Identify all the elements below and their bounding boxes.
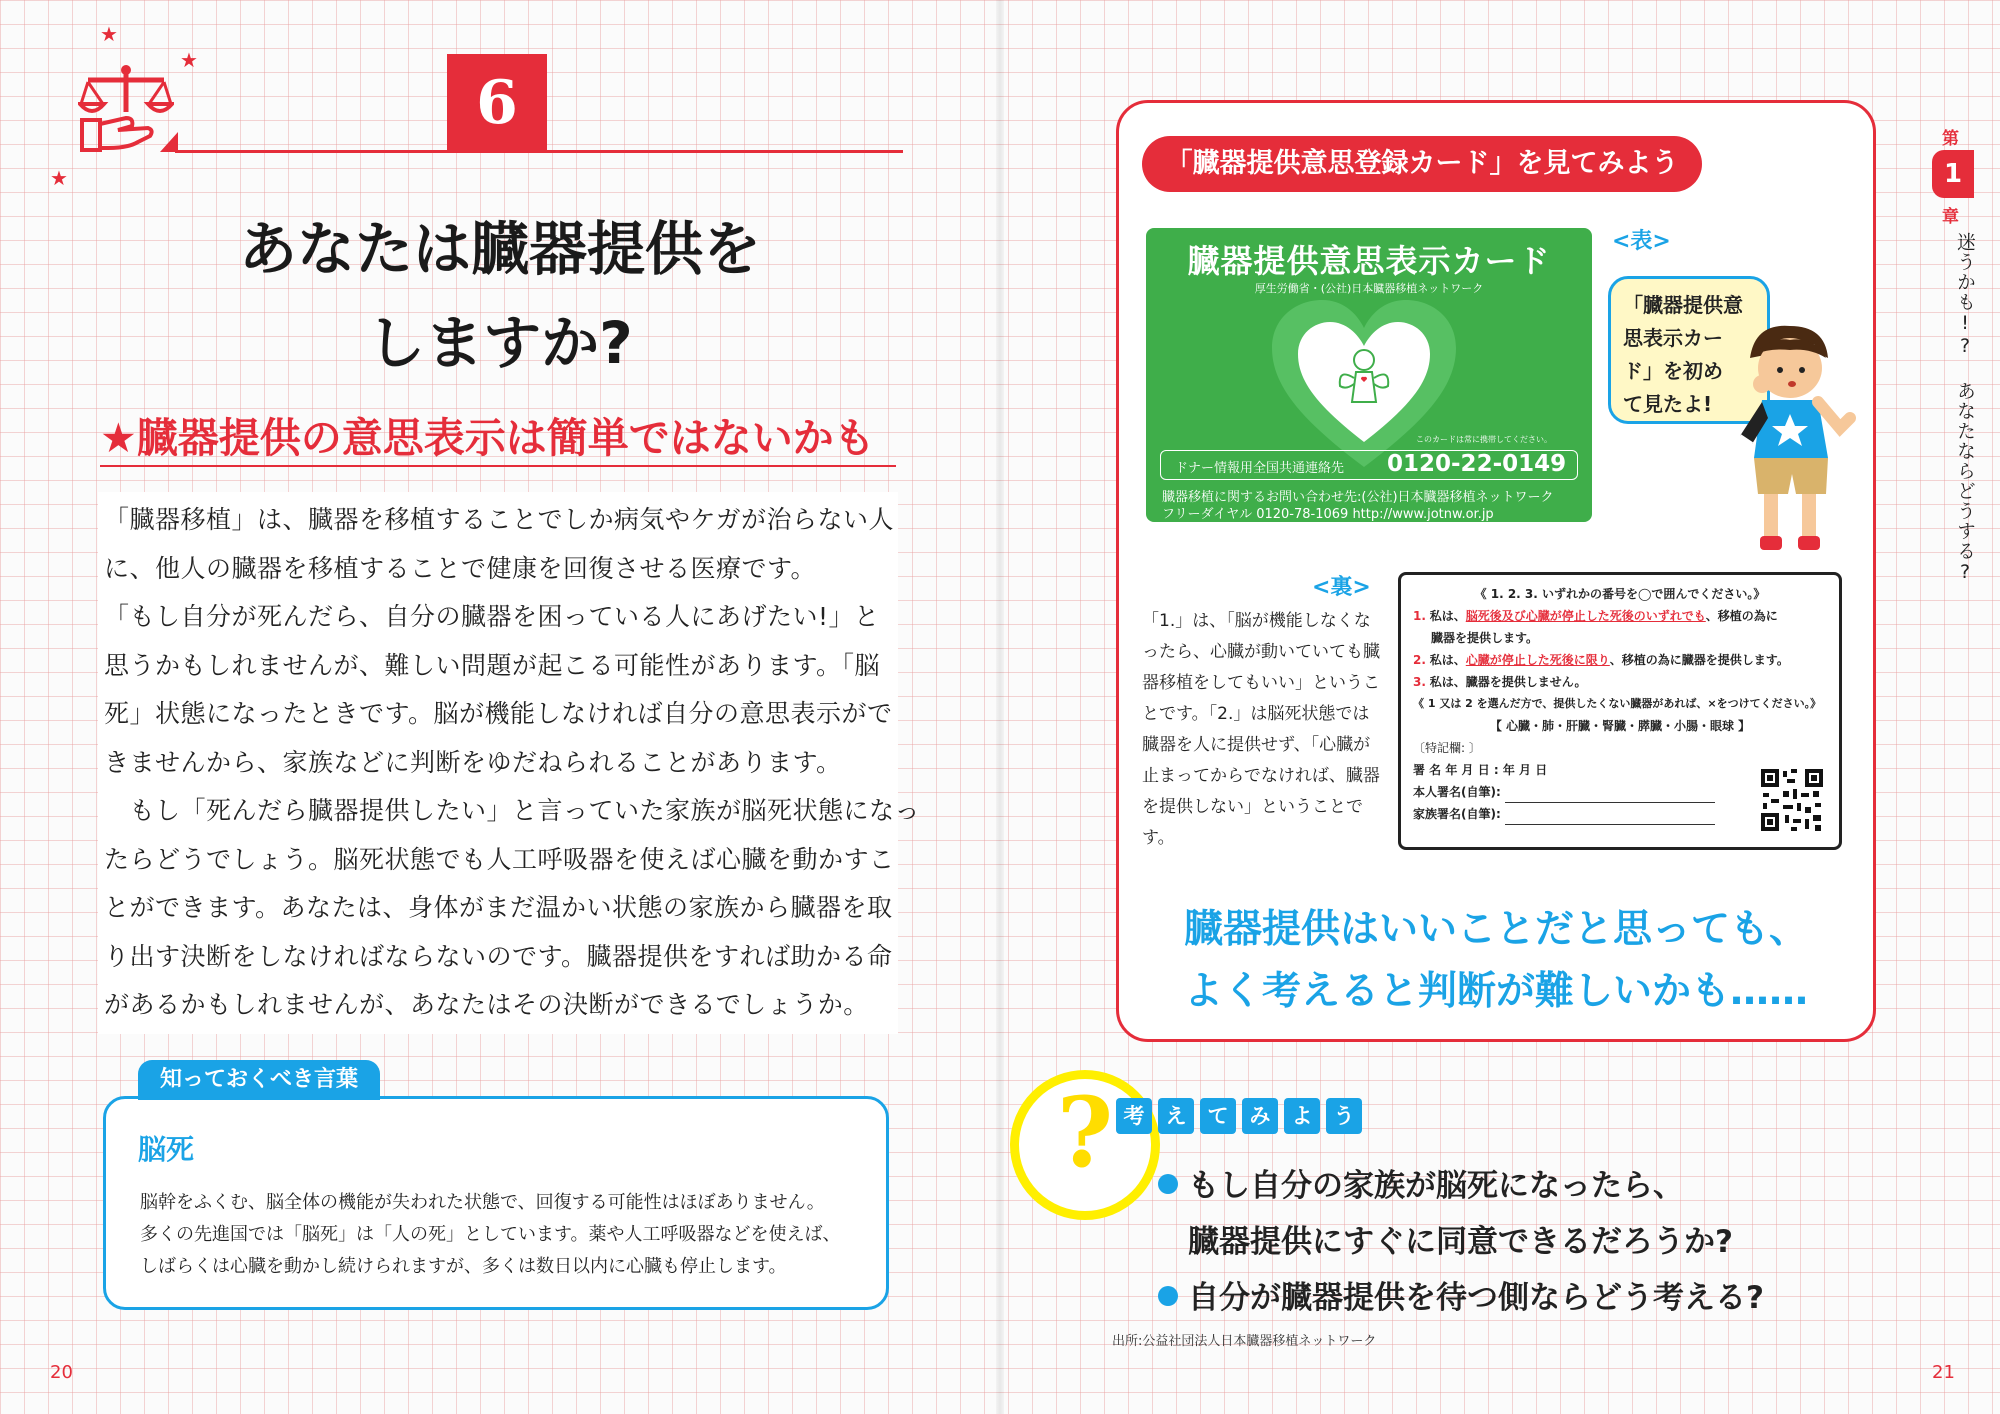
think-question-2: 自分が臓器提供を待つ側ならどう考える? [1188,1280,1764,1316]
page-number-right: 21 [1932,1362,1955,1383]
think-char: よ [1284,1098,1320,1134]
back-explanation: 「1.」は、「脳が機能しなくなったら、心臓が動いていても臓器移植をしてもいい」ということです。「2.」は脳死状態では臓器を人に提供せず、「心臓が止まってからでなければ、臓器を提供しない」ということです。 [1142,611,1380,848]
body-line: り出す決断をしなければならないのです。臓器提供をすれば助かる命 [104,941,893,971]
card-panel-heading: 「臓器提供意思登録カード」を見てみよう [1142,136,1702,192]
back-label: <裏> [1312,575,1371,600]
option-1-cont: 臓器を提供します。 [1431,631,1539,645]
think-char: て [1200,1098,1236,1134]
option-2: 2. 私は、心臓が停止した死後に限り、移植の為に臓器を提供します。 [1413,653,1789,667]
body-line: 「もし自分が死んだら、自分の臓器を困っている人にあげたい!」と [104,602,880,631]
chapter-tab-suffix: 章 [1942,207,1959,227]
glossary-tab: 知っておくべき言葉 [138,1060,380,1100]
header-wedge [160,132,178,152]
donor-card-front [1146,228,1592,522]
chapter-number-box: 6 [447,54,547,152]
question-mark-icon: ? [1056,1076,1114,1189]
glossary-line: 多くの先進国では「脳死」は「人の死」としています。薬や人工呼吸器などを使えば、 [140,1224,841,1245]
chapter-tab-prefix: 第 [1942,129,1959,149]
think-char: み [1242,1098,1278,1134]
inquiry-line: 臓器移植に関するお問い合わせ先:(公社)日本臓器移植ネットワーク [1162,490,1554,505]
star-icon: ★ [50,166,68,190]
chapter-tab[interactable]: 1 [1932,150,1974,198]
subtitle-rule [100,465,896,467]
option-3: 3. 私は、臓器を提供しません。 [1413,675,1587,689]
think-char: 考 [1116,1098,1152,1134]
bubble-line: 「臓器提供意 [1623,293,1743,317]
body-line: とができます。あなたは、身体がまだ温かい状態の家族から臓器を取 [104,893,893,922]
card-back-header: 《 1. 2. 3. いずれかの番号を◯で囲んでください。》 [1474,587,1766,601]
donor-card-back [1398,572,1842,850]
qr-code-icon [1759,767,1825,833]
body-text [98,492,921,1034]
section-subtitle: ★臓器提供の意思表示は簡単ではないかも [100,414,875,462]
hotline-label: ドナー情報用全国共通連絡先 [1175,461,1345,476]
card-note: このカードは常に携帯してください。 [1416,435,1552,444]
think-char: う [1326,1098,1362,1134]
front-label: <表> [1612,229,1671,254]
page-title-line1: あなたは臓器提供を [238,215,761,283]
self-sign-field: 本人署名(自筆): [1413,781,1827,803]
boy-illustration [1710,318,1860,558]
page-number-left: 20 [50,1362,73,1383]
card-back-note: 《 1 又は 2 を選んだ方で、提供したくない臓器があれば、×をつけてください。》 [1413,697,1822,710]
bubble-line: て見たよ! [1623,392,1713,416]
family-sign-field: 家族署名(自筆): [1413,803,1827,825]
card-org: 厚生労働省・(公社)日本臓器移植ネットワーク [1254,282,1484,295]
glossary-line: しばらくは心臓を動かし続けられますが、多くは数日以内に心臓も停止します。 [140,1256,787,1277]
body-line: たらどうでしょう。脳死状態でも人工呼吸器を使えば心臓を動かすこ [104,844,895,874]
special-field: 〔特記欄: 〕 [1413,741,1481,755]
free-dial-line: フリーダイヤル 0120-78-1069 http://www.jotnw.or.jp [1162,507,1494,522]
bullet-dot-icon [1158,1174,1178,1194]
body-line: もし「死んだら臓器提供したい」と言っていた家族が脳死状態になっ [104,796,921,825]
source-credit: 出所:公益社団法人日本臓器移植ネットワーク [1112,1334,1377,1349]
bubble-line: 思表示カー [1623,326,1723,350]
star-icon: ★ [100,22,118,46]
bullet-dot-icon [1158,1286,1178,1306]
bubble-line: ド」を初め [1623,359,1723,383]
think-question-1-line1: もし自分の家族が脳死になったら、 [1188,1168,1684,1204]
page-title-line2: しますか? [367,309,633,377]
body-line: 死」状態になったときです。脳が機能しなければ自分の意思表示がで [104,699,893,728]
think-question-1-line2: 臓器提供にすぐに同意できるだろうか? [1188,1224,1733,1260]
star-icon: ★ [180,48,198,72]
body-line: があるかもしれませんが、あなたはその決断ができるでしょうか。 [104,990,869,1019]
hotline-box [1160,450,1578,480]
body-line: 思うかもしれませんが、難しい問題が起こる可能性があります。「脳 [104,650,881,680]
card-title: 臓器提供意思表示カード [1187,242,1551,280]
chapter-side-title: 迷うかも!? あなたならどうする? [1954,232,1976,584]
emphasis-line2: よく考えると判断が難しいかも…… [1183,969,1808,1014]
sign-date-field: 署 名 年 月 日 : 年 月 日 [1413,763,1548,777]
organ-list: 【 心臓・肺・肝臓・腎臓・膵臓・小腸・眼球 】 [1489,719,1751,733]
glossary-line: 脳幹をふくむ、脳全体の機能が失われた状態で、回復する可能性はほぼありません。 [140,1192,825,1213]
option-1: 1. 私は、脳死後及び心臓が停止した死後のいずれでも、移植の為に [1413,609,1778,623]
body-line: 「臓器移植」は、臓器を移植することでしか病気やケガが治らない人 [104,505,895,534]
glossary-term: 脳死 [138,1133,195,1166]
body-line: に、他人の臓器を移植することで健康を回復させる医療です。 [104,553,817,583]
body-line: きませんから、家族などに判断をゆだねられることがあります。 [104,747,842,777]
hotline-number: 0120-22-0149 [1387,451,1567,477]
page-gutter [996,0,1004,1414]
emphasis-line1: 臓器提供はいいことだと思っても、 [1183,907,1808,952]
think-label [1116,1098,1362,1134]
think-char: え [1158,1098,1194,1134]
